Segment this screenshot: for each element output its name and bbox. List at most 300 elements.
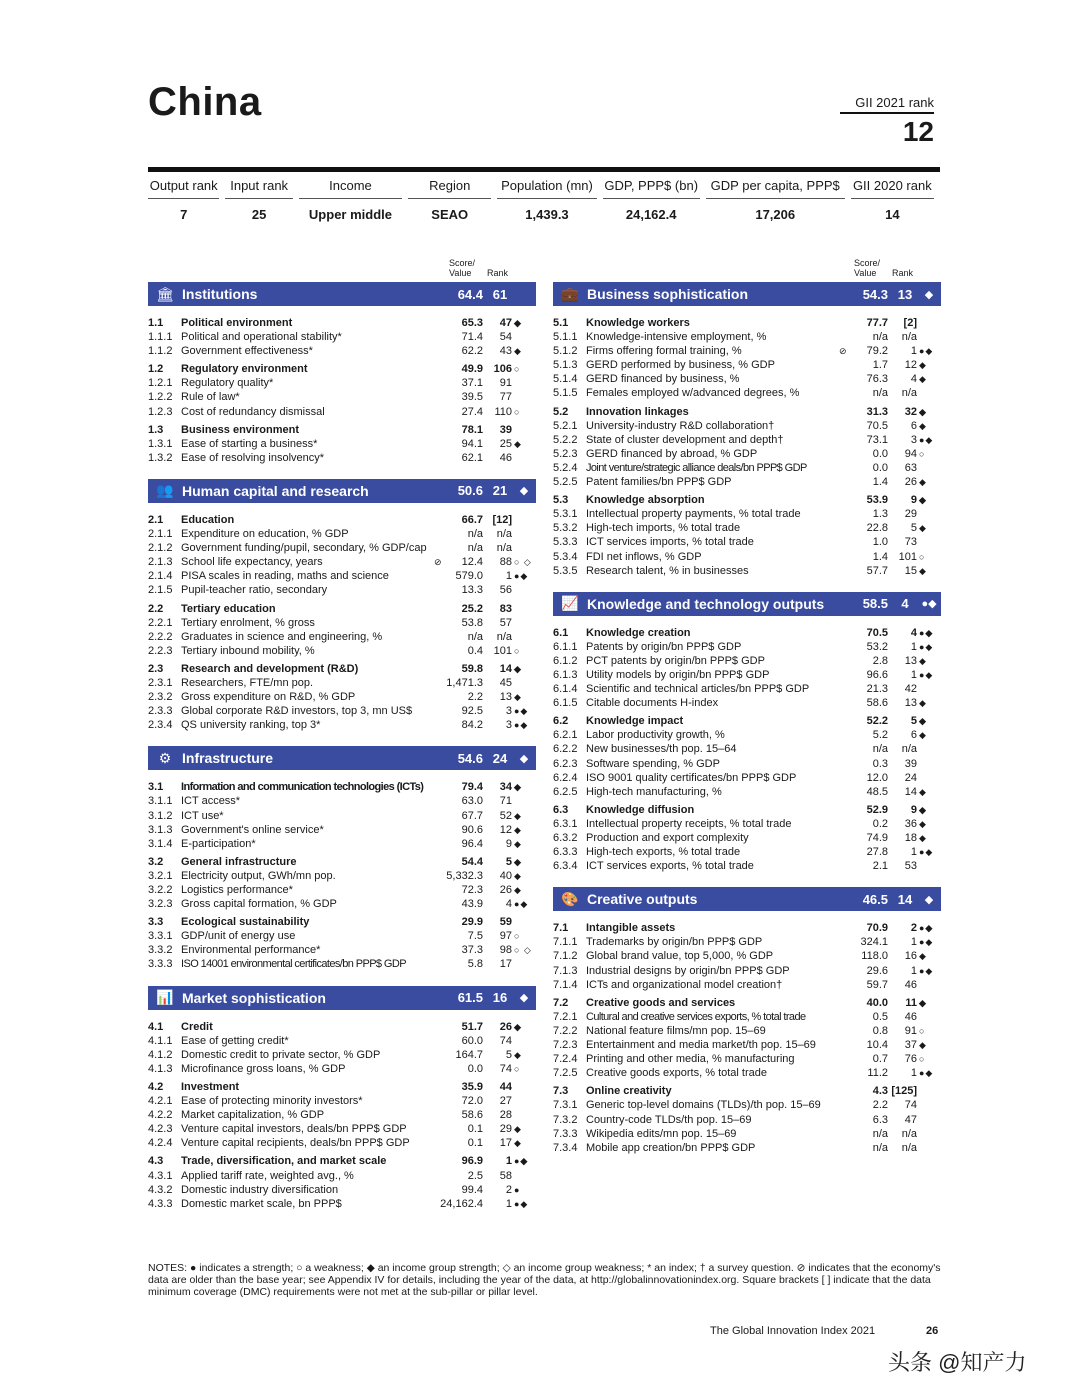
indicator-row (148, 837, 536, 851)
indicator-score: n/a (872, 331, 888, 344)
gii-rank-label: GII 2021 rank (855, 95, 934, 110)
value-header: Value (449, 268, 472, 278)
indicator-score: 67.7 (461, 809, 483, 822)
summary-col (497, 178, 596, 222)
pillar-section (553, 592, 941, 874)
indicator-rank: 39 (499, 423, 512, 436)
pillar-bar (553, 887, 941, 911)
indicator-rank: 73 (904, 536, 917, 549)
indicator-row (553, 447, 941, 461)
summary-value: 24,162.4 (625, 207, 677, 222)
indicator-code: 5.3.5 (553, 564, 578, 577)
indicator-marker: ◆ (919, 374, 927, 385)
indicator-score: 35.9 (461, 1080, 483, 1093)
indicator-rank: 1 (910, 668, 917, 681)
indicator-row (553, 535, 941, 549)
indicator-rank: 46 (904, 978, 917, 991)
indicator-name: Domestic market scale, bn PPP$ (181, 1197, 342, 1210)
summary-value: 14 (885, 207, 900, 222)
indicator-score: 66.7 (461, 513, 483, 526)
indicator-row (553, 461, 941, 475)
pillar-score: 64.4 (457, 286, 483, 302)
indicator-code: 4.2.1 (148, 1095, 173, 1108)
summary-col (851, 178, 934, 222)
indicator-row (148, 316, 536, 330)
indicator-code: 4.3.3 (148, 1197, 173, 1210)
indicator-name: Gross expenditure on R&D, % GDP (181, 691, 356, 704)
indicator-row (148, 583, 536, 597)
indicator-score: 2.8 (872, 654, 888, 667)
indicator-row (148, 1080, 536, 1094)
indicator-row (148, 929, 536, 943)
indicator-code: 3.1.1 (148, 795, 173, 808)
indicator-row (148, 423, 536, 437)
indicator-row (553, 935, 941, 949)
rank-header: Rank (892, 268, 914, 278)
indicator-name: Research talent, % in businesses (586, 564, 749, 577)
indicator-code: 7.3.1 (553, 1099, 578, 1112)
indicator-row (148, 616, 536, 630)
indicator-name: PISA scales in reading, maths and science (181, 570, 389, 583)
indicator-rank: 12 (499, 823, 512, 836)
indicator-row (148, 644, 536, 658)
indicator-code: 1.1 (148, 317, 164, 329)
page-number: 26 (926, 1325, 939, 1337)
indicator-score: 71.4 (461, 331, 483, 344)
indicator-name: Utility models by origin/bn PPP$ GDP (586, 668, 770, 681)
indicator-score: 5.2 (872, 729, 888, 742)
indicator-score: 70.9 (866, 922, 888, 935)
pillar-rank: 13 (897, 286, 913, 302)
indicator-name: Knowledge absorption (586, 494, 705, 507)
indicator-row (553, 682, 941, 696)
indicator-name: Domestic industry diversification (181, 1183, 339, 1196)
indicator-name: Ease of getting credit* (181, 1034, 289, 1047)
indicator-code: 1.2.3 (148, 405, 173, 418)
indicator-row (148, 718, 536, 732)
indicator-code: 6.3.4 (553, 860, 578, 873)
indicator-rank: 36 (904, 817, 917, 830)
indicator-row (148, 943, 536, 957)
indicator-score: 52.2 (866, 715, 888, 728)
pillar-name: Human capital and research (182, 482, 369, 499)
indicator-row (553, 405, 941, 419)
pillar-icon: 📊 (156, 989, 174, 1006)
indicator-rank: 17 (499, 1137, 512, 1150)
pillar-marker: ◆ (924, 288, 934, 301)
indicator-name: Industrial designs by origin/bn PPP$ GDP (586, 964, 790, 977)
indicator-name: New businesses/th pop. 15–64 (586, 743, 737, 756)
indicator-code: 2.2.3 (148, 644, 173, 657)
pillar-name: Market sophistication (182, 989, 326, 1006)
indicator-name: Global brand value, top 5,000, % GDP (586, 950, 774, 963)
outdated-flag-icon: ⊘ (434, 557, 442, 568)
indicator-name: E-participation* (181, 837, 256, 850)
indicator-rank: 9 (910, 494, 917, 507)
indicator-row (148, 855, 536, 869)
summary-col (225, 178, 292, 222)
indicator-marker: ◆ (514, 838, 522, 849)
indicator-name: Investment (181, 1080, 240, 1093)
indicator-row (148, 555, 536, 569)
pillar-section (553, 282, 941, 578)
indicator-code: 5.3.4 (553, 550, 578, 563)
summary-col (603, 178, 700, 222)
indicator-row (553, 964, 941, 978)
indicator-rank: 83 (499, 602, 512, 615)
pillar-rank: 4 (901, 596, 909, 612)
indicator-code: 1.2.2 (148, 391, 173, 404)
indicator-code: 2.1.4 (148, 570, 173, 583)
indicator-rank: 24 (904, 771, 917, 784)
indicator-row (553, 757, 941, 771)
indicator-name: GERD financed by business, % (586, 373, 740, 386)
indicator-row (553, 1084, 941, 1098)
indicator-rank: 13 (499, 691, 512, 704)
indicator-row (148, 344, 536, 358)
indicator-code: 7.1.3 (553, 964, 578, 977)
indicator-name: High-tech manufacturing, % (586, 785, 722, 798)
indicator-name: State of cluster development and depth† (586, 433, 784, 446)
pillar-bar (148, 746, 536, 770)
indicator-rank: 5 (910, 715, 917, 728)
indicator-score: 90.6 (461, 823, 483, 836)
indicator-code: 4.1.3 (148, 1062, 173, 1075)
indicator-name: Knowledge workers (586, 317, 690, 329)
indicator-code: 1.1.1 (148, 331, 173, 344)
indicator-marker: ●◆ (919, 1068, 934, 1079)
indicator-code: 6.2.2 (553, 743, 578, 756)
indicator-name: PCT patents by origin/bn PPP$ GDP (586, 654, 765, 667)
indicator-code: 3.1.3 (148, 823, 173, 836)
pillar-icon: 👥 (156, 482, 174, 499)
indicator-code: 5.1.2 (553, 345, 578, 358)
indicator-rank: 56 (499, 584, 512, 597)
indicator-code: 2.1.3 (148, 556, 173, 569)
indicator-name: Females employed w/advanced degrees, % (586, 387, 800, 400)
indicator-row (553, 728, 941, 742)
indicator-row (553, 493, 941, 507)
indicator-row (553, 1098, 941, 1112)
indicator-code: 6.3.3 (553, 846, 578, 859)
outdated-flag-icon: ⊘ (839, 346, 847, 357)
indicator-row (148, 541, 536, 555)
indicator-row (148, 780, 536, 794)
footer-title: The Global Innovation Index 2021 (710, 1325, 876, 1337)
indicator-score: 324.1 (860, 936, 888, 949)
indicator-rank: 106 (493, 363, 512, 376)
indicator-score: 48.5 (866, 785, 888, 798)
indicator-code: 2.2 (148, 602, 164, 615)
indicator-rank: 74 (499, 1034, 512, 1047)
indicator-code: 6.2.4 (553, 771, 578, 784)
indicator-row (148, 957, 536, 971)
indicator-rank: 1 (910, 1067, 917, 1080)
indicator-row (148, 330, 536, 344)
indicator-row (553, 654, 941, 668)
indicator-row (553, 1038, 941, 1052)
indicator-name: Knowledge-intensive employment, % (586, 331, 767, 344)
indicator-row (553, 949, 941, 963)
indicator-score: 49.9 (461, 363, 483, 376)
pillar-section (553, 887, 941, 1155)
indicator-code: 7.1 (553, 922, 569, 935)
indicator-rank: 3 (910, 433, 917, 446)
indicator-code: 3.2.3 (148, 898, 173, 911)
indicator-score: n/a (467, 542, 483, 555)
indicator-name: Global corporate R&D investors, top 3, mn US$ (181, 705, 413, 718)
indicator-code: 4.2.4 (148, 1137, 173, 1150)
indicator-rank: 47 (499, 317, 512, 329)
indicator-marker: ◆ (514, 318, 522, 328)
indicator-score: 54.4 (461, 855, 483, 868)
indicator-code: 1.3.1 (148, 437, 173, 450)
indicator-code: 7.2.4 (553, 1053, 578, 1066)
indicator-rank: 1 (910, 846, 917, 859)
indicator-code: 5.2.1 (553, 419, 578, 432)
indicator-score: 0.5 (872, 1010, 888, 1023)
indicator-row (553, 372, 941, 386)
indicator-rank: 76 (904, 1053, 917, 1066)
indicator-name: Regulatory environment (181, 363, 308, 376)
indicator-score: 0.3 (872, 757, 888, 770)
indicator-name: Political environment (181, 317, 293, 329)
indicator-row (553, 696, 941, 710)
indicator-code: 4.1.2 (148, 1048, 173, 1061)
indicator-rank: 5 (505, 855, 512, 868)
indicator-rank: 4 (910, 626, 917, 639)
indicator-code: 3.2.2 (148, 884, 173, 896)
indicator-name: Intangible assets (586, 922, 676, 935)
indicator-score: 4.3 (872, 1085, 888, 1098)
indicator-code: 5.3.3 (553, 536, 578, 549)
indicator-row (553, 316, 941, 330)
indicator-row (148, 527, 536, 541)
indicator-row (148, 1062, 536, 1076)
indicator-row (553, 714, 941, 728)
indicator-marker: ◆ (919, 997, 927, 1008)
indicator-row (553, 386, 941, 400)
indicator-rank: 29 (904, 508, 917, 521)
indicator-name: Education (181, 513, 235, 526)
indicator-row (553, 419, 941, 433)
indicator-name: Scientific and technical articles/bn PPP$ GDP (586, 683, 810, 696)
indicator-score: 2.2 (467, 691, 483, 704)
indicator-name: Printing and other media, % manufacturing (586, 1053, 795, 1066)
indicator-name: Ease of resolving insolvency* (181, 451, 325, 464)
indicator-rank: 40 (499, 869, 512, 882)
pillar-score: 54.6 (457, 750, 483, 766)
indicator-code: 5.3 (553, 494, 569, 507)
indicator-code: 7.3 (553, 1085, 569, 1098)
indicator-score: 0.0 (872, 447, 888, 460)
indicator-score: 0.8 (872, 1024, 888, 1037)
indicator-name: ISO 14001 environmental certificates/bn PPP$ GDP (181, 958, 406, 971)
indicator-score: 39.5 (461, 391, 483, 404)
indicator-row (148, 1048, 536, 1062)
indicator-name: Cultural and creative services exports, % total trade (586, 1010, 806, 1023)
indicator-rank: 46 (904, 1010, 917, 1023)
indicator-marker: ◆ (514, 1124, 522, 1135)
indicator-row (553, 550, 941, 564)
indicator-code: 3.3 (148, 916, 164, 929)
indicator-marker: ◆ (919, 655, 927, 666)
indicator-score: 579.0 (455, 570, 483, 583)
indicator-score: 99.4 (461, 1183, 483, 1196)
indicator-name: Tertiary enrolment, % gross (181, 616, 315, 629)
indicator-score: 59.8 (461, 662, 483, 675)
indicator-marker: ◆ (514, 870, 522, 881)
indicator-code: 6.1 (553, 626, 569, 639)
indicator-name: Venture capital recipients, deals/bn PPP$ GDP (181, 1137, 410, 1150)
summary-label: GII 2020 rank (851, 178, 934, 199)
indicator-name: Tertiary inbound mobility, % (181, 644, 315, 657)
indicator-name: Production and export complexity (586, 832, 749, 844)
indicator-marker: ◆ (919, 565, 927, 576)
indicator-marker: ◆ (514, 346, 522, 357)
indicator-rank: 1 (910, 345, 917, 358)
indicator-row (553, 1113, 941, 1127)
indicator-marker: ◆ (919, 698, 927, 709)
indicator-code: 5.2.2 (553, 433, 578, 446)
indicator-marker: ◆ (919, 406, 927, 417)
indicator-code: 3.3.1 (148, 930, 173, 943)
indicator-name: Mobile app creation/bn PPP$ GDP (586, 1141, 756, 1154)
indicator-rank: n/a (901, 331, 917, 344)
indicator-rank: n/a (496, 630, 512, 643)
indicator-score: 13.3 (461, 584, 483, 597)
indicator-code: 7.1.1 (553, 936, 578, 949)
indicator-code: 4.2 (148, 1080, 164, 1093)
indicator-score: 51.7 (461, 1020, 483, 1033)
pillar-name: Infrastructure (182, 750, 274, 767)
pillar-marker: ●◆ (921, 598, 937, 611)
indicator-rank: 18 (904, 832, 917, 844)
indicator-score: 1.4 (872, 550, 888, 563)
indicator-name: Citable documents H-index (586, 697, 719, 710)
indicator-code: 4.2.2 (148, 1109, 173, 1122)
summary-label: Population (mn) (497, 178, 596, 199)
indicator-row (553, 803, 941, 817)
indicator-rank: 98 (499, 944, 512, 957)
indicator-code: 6.1.5 (553, 697, 578, 710)
indicator-row (148, 823, 536, 837)
indicator-row (553, 433, 941, 447)
pillar-section (148, 282, 536, 465)
indicator-rank: 94 (904, 447, 917, 460)
indicator-row (553, 831, 941, 845)
indicator-rank: 2 (505, 1183, 512, 1196)
indicator-row (553, 1066, 941, 1080)
indicator-score: n/a (872, 387, 888, 400)
indicator-rank: 52 (499, 809, 512, 822)
indicator-code: 5.2.5 (553, 476, 578, 489)
indicator-row (148, 376, 536, 390)
indicator-marker: ◆ (514, 782, 522, 793)
score-header: Score/ (449, 258, 476, 268)
indicator-score: 22.8 (866, 522, 888, 535)
header-rule (148, 167, 940, 172)
summary-value: Upper middle (308, 207, 392, 222)
indicator-rank: 5 (505, 1048, 512, 1061)
indicator-rank: 1 (910, 640, 917, 653)
indicator-score: n/a (872, 1141, 888, 1154)
indicator-rank: 12 (904, 359, 917, 372)
indicator-code: 5.2.4 (553, 461, 578, 474)
indicator-rank: 29 (499, 1123, 512, 1136)
indicator-score: 1.4 (872, 476, 888, 489)
indicator-code: 6.2.5 (553, 785, 578, 798)
indicator-score: 62.1 (461, 451, 483, 464)
indicator-code: 4.1 (148, 1020, 164, 1033)
indicator-name: Graduates in science and engineering, % (181, 630, 383, 643)
left-column (148, 258, 536, 1225)
indicator-rank: 1 (505, 570, 512, 583)
indicator-name: Logistics performance* (181, 884, 293, 896)
indicator-marker: ●◆ (514, 1156, 529, 1167)
indicator-row (148, 1122, 536, 1136)
indicator-rank: 43 (499, 345, 512, 358)
indicator-score: 60.0 (461, 1034, 483, 1047)
indicator-score: 43.9 (461, 898, 483, 911)
indicator-row (553, 771, 941, 785)
indicator-score: 92.5 (461, 705, 483, 718)
indicator-marker: ○ ◇ (514, 945, 532, 956)
indicator-code: 5.3.1 (553, 508, 578, 521)
indicator-name: Trade, diversification, and market scale (181, 1155, 387, 1168)
pillar-rank: 24 (492, 750, 508, 766)
indicator-row (148, 809, 536, 823)
indicator-rank: 5 (910, 522, 917, 535)
indicator-rank: 3 (505, 705, 512, 718)
indicator-row (148, 569, 536, 583)
indicator-code: 7.3.2 (553, 1113, 578, 1126)
indicator-rank: 97 (499, 930, 512, 943)
indicator-score: n/a (872, 743, 888, 756)
indicator-name: Researchers, FTE/mn pop. (181, 676, 314, 689)
indicator-name: Government effectiveness* (181, 345, 313, 358)
pillar-icon: 💼 (561, 285, 579, 302)
indicator-name: Political and operational stability* (181, 331, 342, 344)
summary-col (148, 178, 219, 222)
score-header: Score/ (854, 258, 881, 268)
indicator-code: 2.1 (148, 513, 164, 526)
indicator-marker: ◆ (514, 663, 522, 674)
indicator-name: Regulatory quality* (181, 377, 274, 390)
indicator-row (148, 1094, 536, 1108)
pillar-name: Business sophistication (587, 286, 749, 302)
pillar-bar (553, 282, 941, 306)
indicator-score: 65.3 (461, 317, 483, 329)
indicator-row (553, 358, 941, 372)
pillar-icon: 🎨 (561, 890, 579, 907)
indicator-rank: 63 (904, 461, 917, 474)
summary-value: 7 (180, 207, 188, 222)
summary-value: 1,439.3 (525, 207, 569, 222)
indicator-score: 58.6 (461, 1109, 483, 1122)
indicator-score: 29.6 (866, 964, 888, 977)
indicator-score: 73.1 (866, 433, 888, 446)
indicator-name: Information and communication technologies (ICTs) (181, 781, 424, 794)
indicator-row (553, 626, 941, 640)
indicator-rank: 1 (505, 1197, 512, 1210)
pillar-section (148, 746, 536, 971)
indicator-row (553, 640, 941, 654)
indicator-row (148, 451, 536, 465)
indicator-row (148, 1020, 536, 1034)
indicator-code: 1.1.2 (148, 345, 173, 358)
indicator-rank: 15 (904, 564, 917, 577)
